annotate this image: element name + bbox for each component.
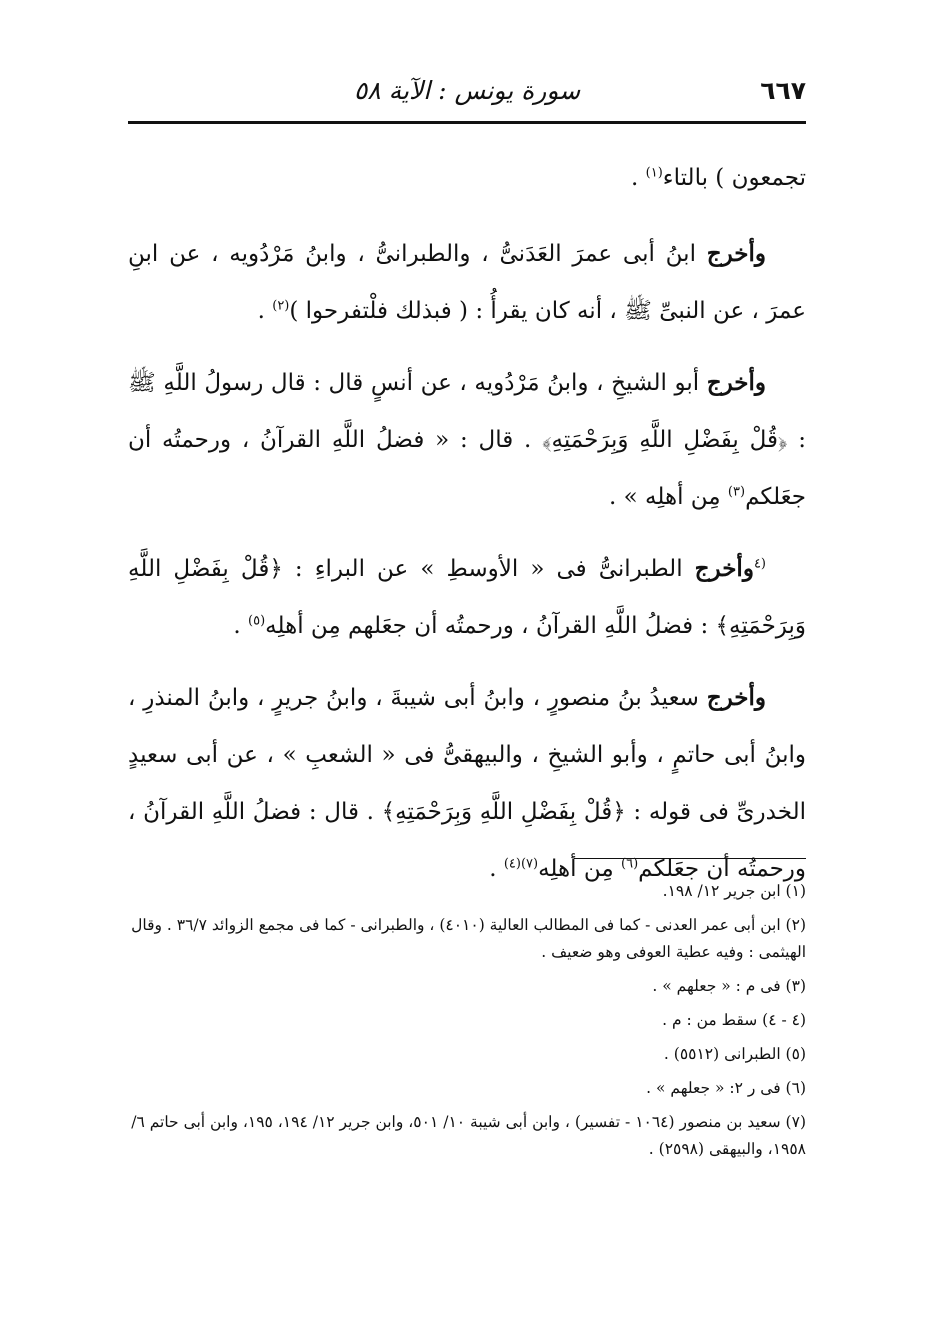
footnote-ref: (٣): [727, 484, 746, 500]
paragraph-text-cont: مِن أهلِه: [538, 856, 622, 882]
paragraph-text: أبو الشيخِ ، وابنُ مَرْدُويه ، عن أنسٍ قال : قال رسولُ اللَّهِ ﷺ : ﴿قُلْ بِفَضْلِ اللَّهِ وَبِرَحْمَتِهِ﴾ . قال : « فضلُ اللَّهِ القرآنُ ، ورحمتُه أن جعَلكم: [128, 370, 806, 510]
footnote-ref: (٥): [248, 613, 266, 629]
paragraph-3: [128, 354, 806, 526]
footnote-5: (٥) الطبرانى (٥٥١٢) .: [663, 1045, 806, 1063]
footnote-ref-open: (٤: [753, 556, 766, 572]
paragraph-text: تجمعون ) بالتاء: [662, 165, 806, 191]
paragraph-text: سعيدُ بنُ منصورٍ ، وابنُ أبى شيبةَ ، وابنُ جريرٍ ، وابنُ المنذرِ ، وابنُ أبى حاتمٍ ، وأبو الشيخِ ، والبيهقىُّ فى « الشعبِ » ، عن أبى سعيدٍ الخدرىِّ فى قوله : ﴿قُلْ بِفَضْلِ اللَّهِ وَبِرَحْمَتِهِ﴾ . قال : فضلُ اللَّهِ القرآنُ ، ورحمتُه أن جعَلكم: [128, 685, 806, 882]
footnote-7: (٧) سعيد بن منصور (١٠٦٤ - تفسير) ، وابن أبى شيبة ١٠/ ٥٠١، وابن جرير ١٢/ ١٩٤، ١٩٥، وابن أبى حاتم ٦/ ١٩٥٨، والبيهقى (٢٥٩٨) .: [131, 1113, 806, 1158]
lead-word: وأخرج: [706, 369, 766, 396]
paragraph-end: .: [489, 856, 504, 882]
lead-word: وأخرج: [706, 240, 766, 267]
footnote-separator: [574, 858, 806, 859]
footnote-ref: (٦): [621, 856, 639, 872]
footnote-3: (٣) فى م : « جعلهم » .: [652, 977, 806, 995]
paragraph-2: [128, 225, 806, 340]
footnote-ref: (٢): [272, 298, 290, 314]
paragraph-1: [128, 150, 806, 207]
paragraph-end: .: [257, 298, 273, 324]
page-number: ٦٦٧: [760, 76, 806, 105]
footnotes: [128, 878, 806, 1170]
footnote-4: (٤ - ٤) سقط من : م .: [662, 1011, 806, 1029]
paragraph-text-cont: مِن أهلِه » .: [609, 484, 728, 510]
running-title: سورة يونس : الآية ٥٨: [353, 76, 581, 105]
footnote-1: (١) ابن جرير ١٢/ ١٩٨.: [662, 882, 806, 900]
lead-word: وأخرج: [694, 555, 754, 582]
footnote-6: (٦) فى ر ٢: « جعلهم » .: [646, 1079, 806, 1097]
paragraph-4: [128, 540, 806, 655]
paragraph-text: الطبرانىُّ فى « الأوسطِ » عن البراءِ : ﴿قُلْ بِفَضْلِ اللَّهِ وَبِرَحْمَتِهِ﴾ : فضلُ اللَّهِ القرآنُ ، ورحمتُه أن جعَلهم مِن أهلِه: [128, 556, 806, 639]
footnote-ref-close: (٧)(٤): [503, 856, 539, 872]
lead-word: وأخرج: [706, 684, 766, 711]
footnote-ref: (١): [645, 165, 663, 181]
main-text: [128, 150, 806, 912]
paragraph-end: .: [631, 165, 646, 191]
page-header: [128, 70, 806, 114]
header-rule: [128, 121, 806, 124]
paragraph-5: [128, 669, 806, 898]
paragraph-end: .: [233, 613, 248, 639]
footnote-2: (٢) ابن أبى عمر العدنى - كما فى المطالب العالية (٤٠١٠) ، والطبرانى - كما فى مجمع الزوائد ٣٦/٧ . وقال الهيثمى : وفيه عطية العوفى وهو ضعيف .: [131, 916, 806, 961]
paragraph-text: ابنُ أبى عمرَ العَدَنىُّ ، والطبرانىُّ ، وابنُ مَرْدُويه ، عن ابنِ عمرَ ، عن النبىِّ ﷺ ، أنه كان يقرأُ : ( فبذلك فلْتفرحوا ): [128, 241, 806, 324]
